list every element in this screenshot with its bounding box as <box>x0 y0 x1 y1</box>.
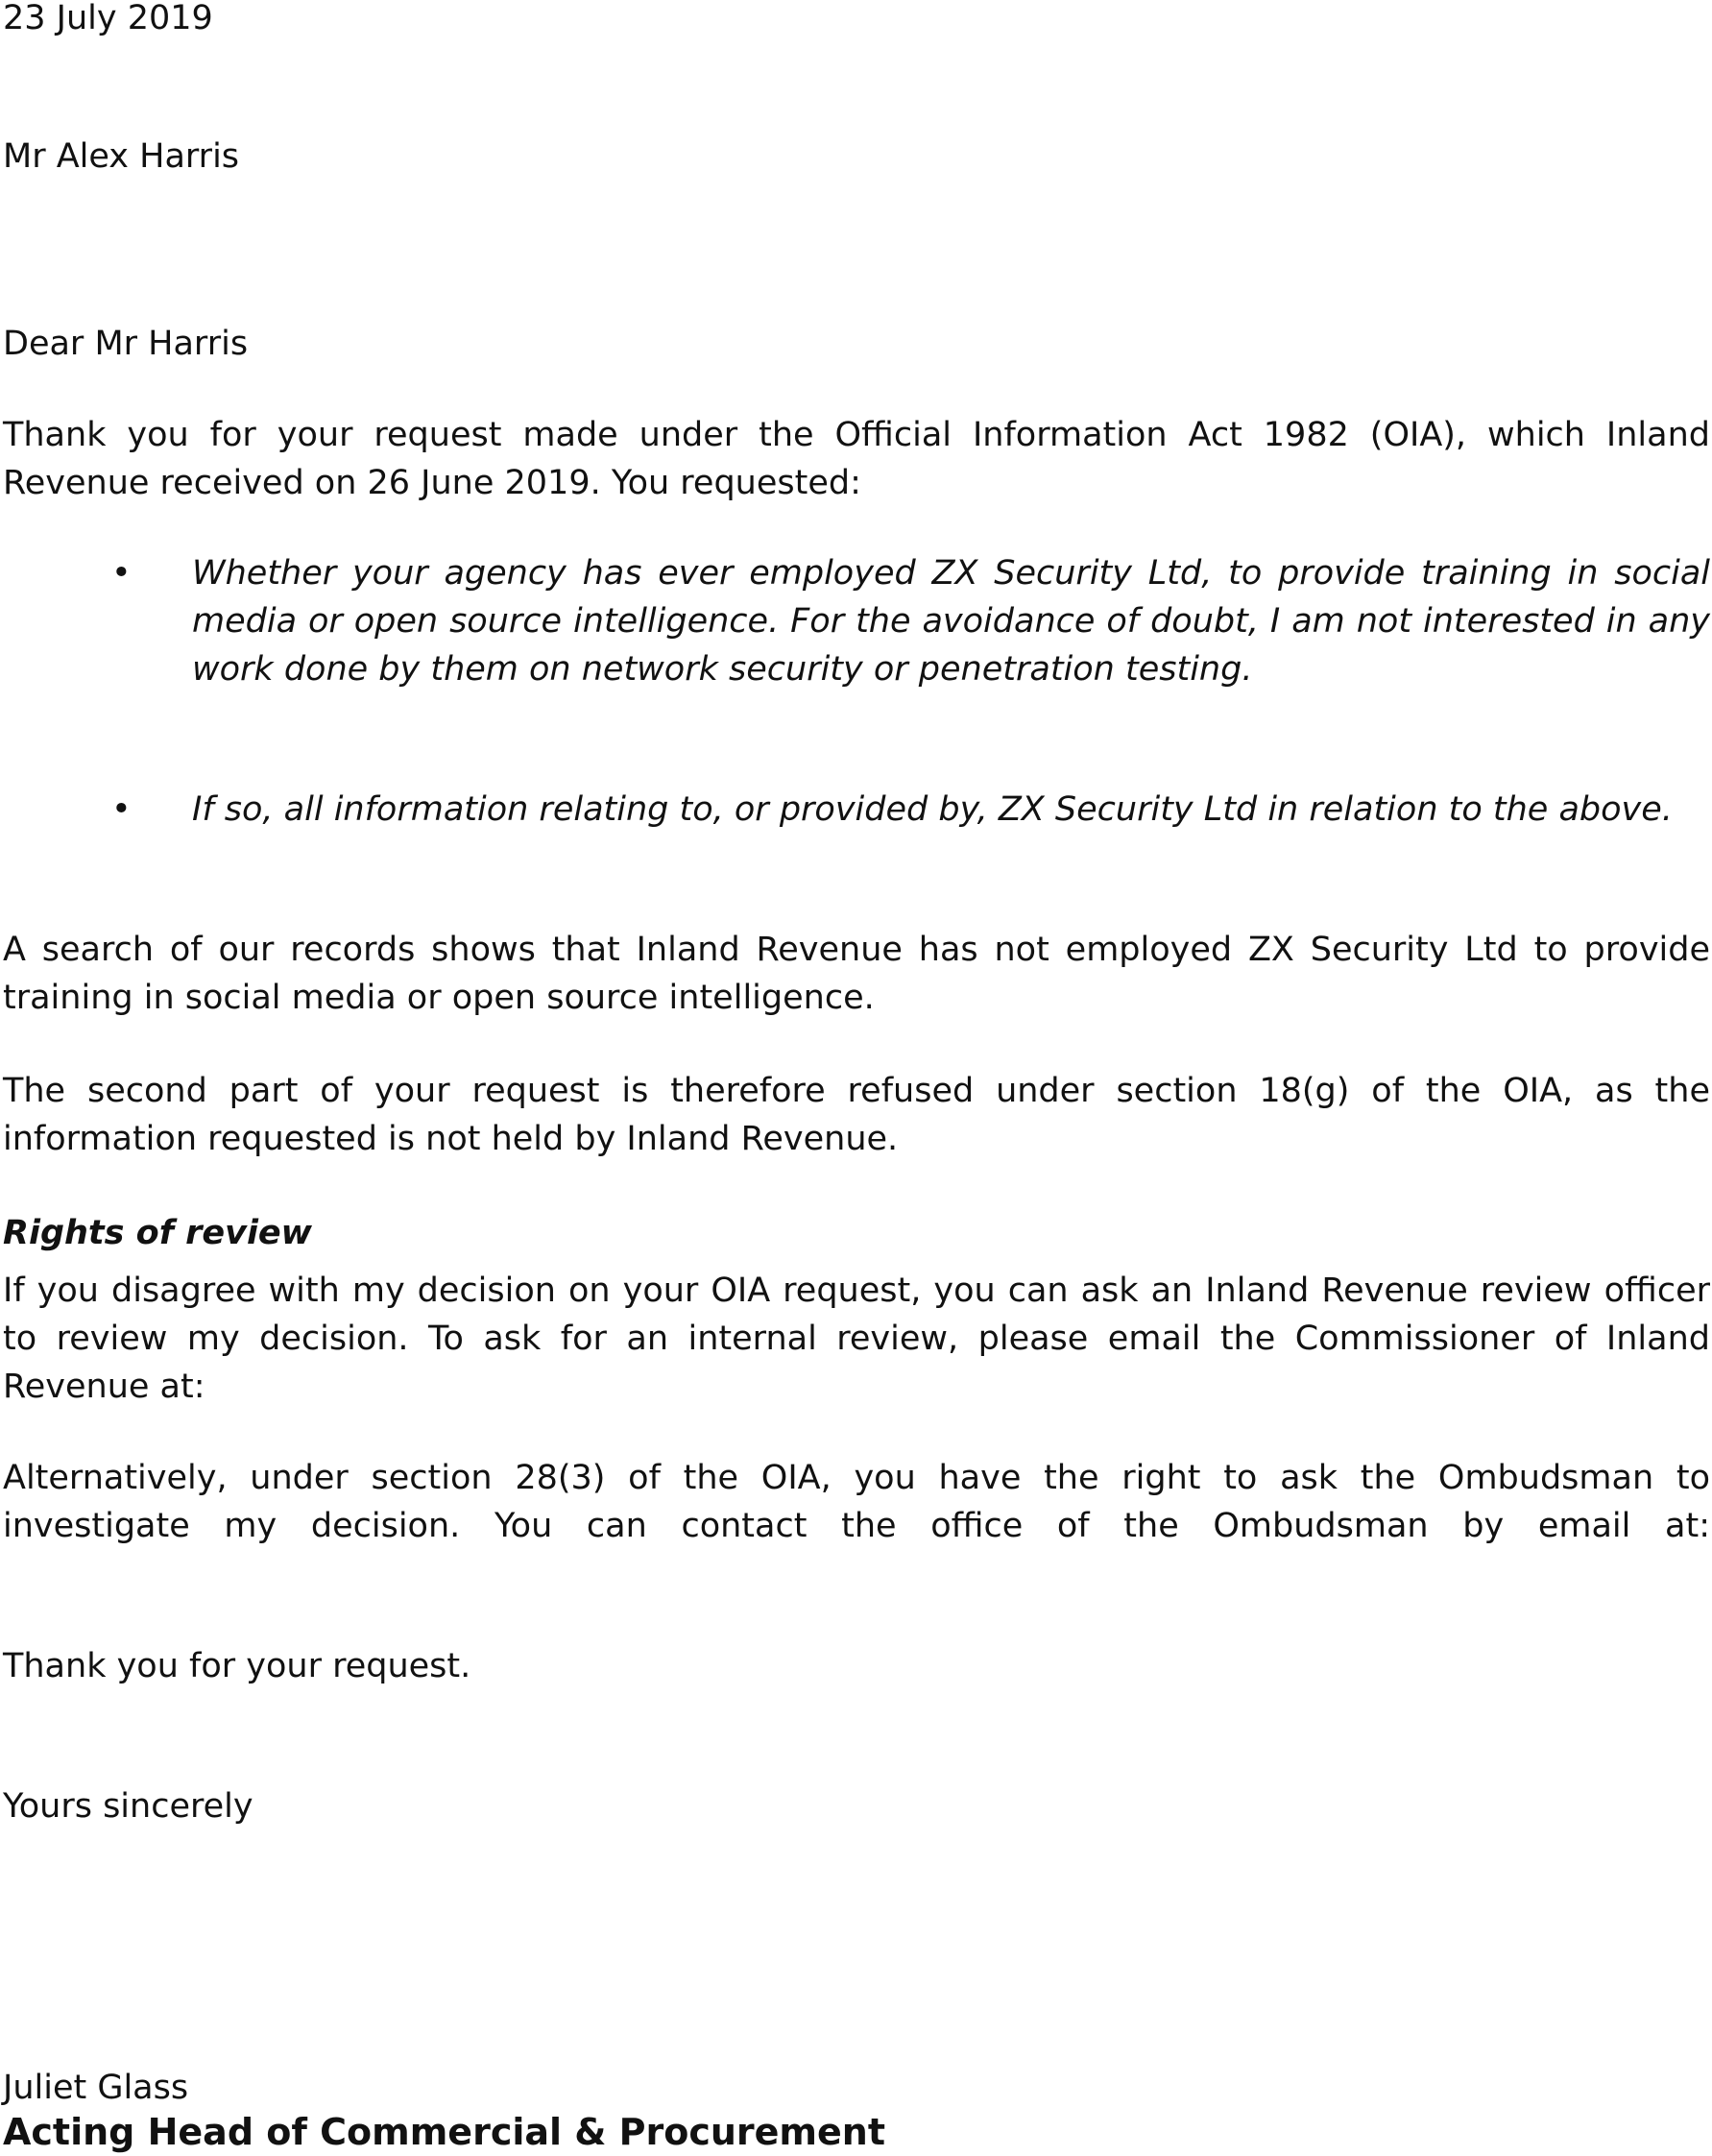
salutation: Dear Mr Harris <box>3 325 249 363</box>
signatory-name: Juliet Glass <box>3 2069 189 2107</box>
review-paragraph: If you disagree with my decision on your OIA request, you can ask an Inland Revenue review officer to review my decision. To ask for an internal review, please email the Commissioner of Inland Revenue at: <box>3 1272 1710 1406</box>
letter-date: 23 July 2019 <box>3 0 213 37</box>
recipient-name: Mr Alex Harris <box>3 137 240 176</box>
thanks-line: Thank you for your request. <box>3 1647 471 1685</box>
bullet-text-2: If so, all information relating to, or provided by, ZX Security Ltd in relation to the above. <box>192 790 1673 829</box>
refusal-paragraph: The second part of your request is therefore refused under section 18(g) of the OIA, as the information requested is not held by Inland Revenue. <box>3 1072 1710 1158</box>
bullet-text-1: Whether your agency has ever employed ZX Security Ltd, to provide training in social media or open source intelligence. For the avoidance of doubt, I am not interested in any work done by them on network security or penetration testing. <box>192 554 1710 689</box>
review-heading: Rights of review <box>3 1214 313 1252</box>
search-result-paragraph: A search of our records shows that Inland Revenue has not employed ZX Security Ltd to provide training in social media or open source intelligence. <box>3 931 1710 1017</box>
signatory-title: Acting Head of Commercial & Procurement <box>3 2111 886 2153</box>
ombudsman-paragraph: Alternatively, under section 28(3) of the OIA, you have the right to ask the Ombudsman to investigate my decision. You can contact the office of the Ombudsman by email at: <box>3 1459 1710 1545</box>
bullet-icon: • <box>111 790 132 829</box>
bullet-icon: • <box>111 554 132 593</box>
intro-paragraph: Thank you for your request made under the Official Information Act 1982 (OIA), which Inland Revenue received on 26 June 2019. You requested: <box>3 416 1710 502</box>
closing-line: Yours sincerely <box>3 1787 253 1826</box>
